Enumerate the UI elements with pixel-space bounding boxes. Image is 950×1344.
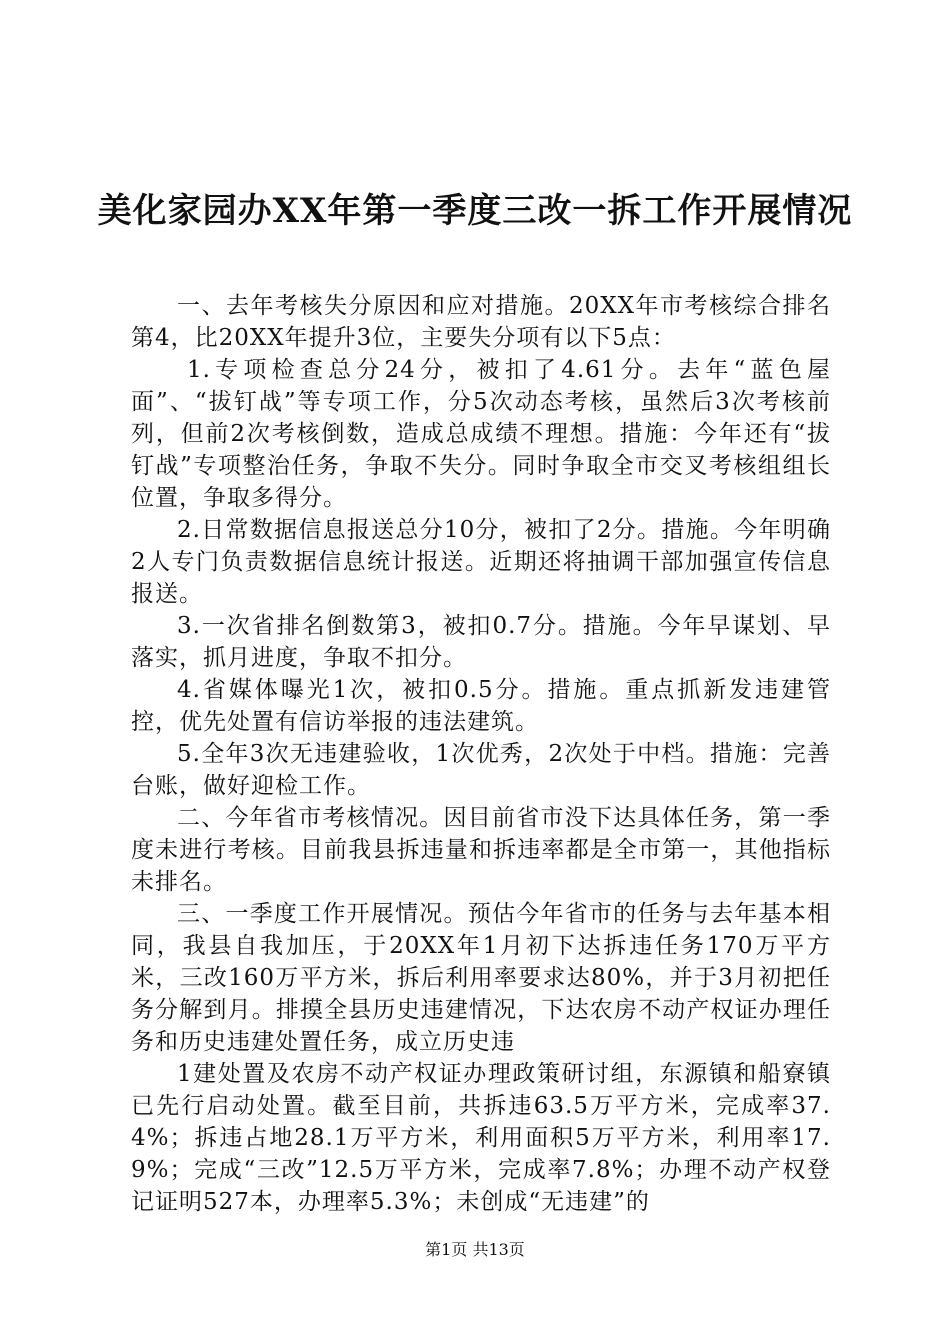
page-number-footer: 第1页 共13页 [425, 1240, 525, 1259]
document-title: 美化家园办XX年第一季度三改一拆工作开展情况 [97, 191, 853, 231]
paragraph-3: 2.日常数据信息报送总分10分，被扣了2分。措施。今年明确2人专门负责数据信息统计报送。近期还将抽调干部加强宣传信息报送。 [131, 517, 831, 607]
paragraph-4: 3.一次省排名倒数第3，被扣0.7分。措施。今年早谋划、早落实，抓月进度，争取不扣分。 [131, 613, 831, 671]
document-body [131, 290, 831, 1218]
paragraph-2: 1.专项检查总分24分，被扣了4.61分。去年“蓝色屋面”、“拔钉战”等专项工作，分5次动态考核，虽然后3次考核前列，但前2次考核倒数，造成总成绩不理想。措施：今年还有“拔钉战”专项整治任务，争取不失分。同时争取全市交叉考核组组长位置，争取多得分。 [131, 357, 831, 511]
paragraph-6: 5.全年3次无违建验收，1次优秀，2次处于中档。措施：完善台账，做好迎检工作。 [131, 741, 831, 799]
paragraph-7: 二、今年省市考核情况。因目前省市没下达具体任务，第一季度未进行考核。目前我县拆违量和拆违率都是全市第一，其他指标未排名。 [131, 805, 831, 895]
paragraph-5: 4.省媒体曝光1次，被扣0.5分。措施。重点抓新发违建管控，优先处置有信访举报的违法建筑。 [131, 677, 831, 735]
paragraph-9: 1建处置及农房不动产权证办理政策研讨组，东源镇和船寮镇已先行启动处置。截至目前，共拆违63.5万平方米，完成率37.4%；拆违占地28.1万平方米，利用面积5万平方米，利用率17.9%；完成“三改”12.5万平方米，完成率7.8%；办理不动产权登记证明527本，办理率5.3%；未创成“无违建”的 [131, 1061, 831, 1215]
paragraph-1: 一、去年考核失分原因和应对措施。20XX年市考核综合排名第4，比20XX年提升3位，主要失分项有以下5点： [131, 293, 831, 351]
paragraph-8: 三、一季度工作开展情况。预估今年省市的任务与去年基本相同，我县自我加压，于20XX年1月初下达拆违任务170万平方米，三改160万平方米，拆后利用率要求达80%，并于3月初把任务分解到月。排摸全县历史违建情况，下达农房不动产权证办理任务和历史违建处置任务，成立历史违 [131, 901, 831, 1055]
